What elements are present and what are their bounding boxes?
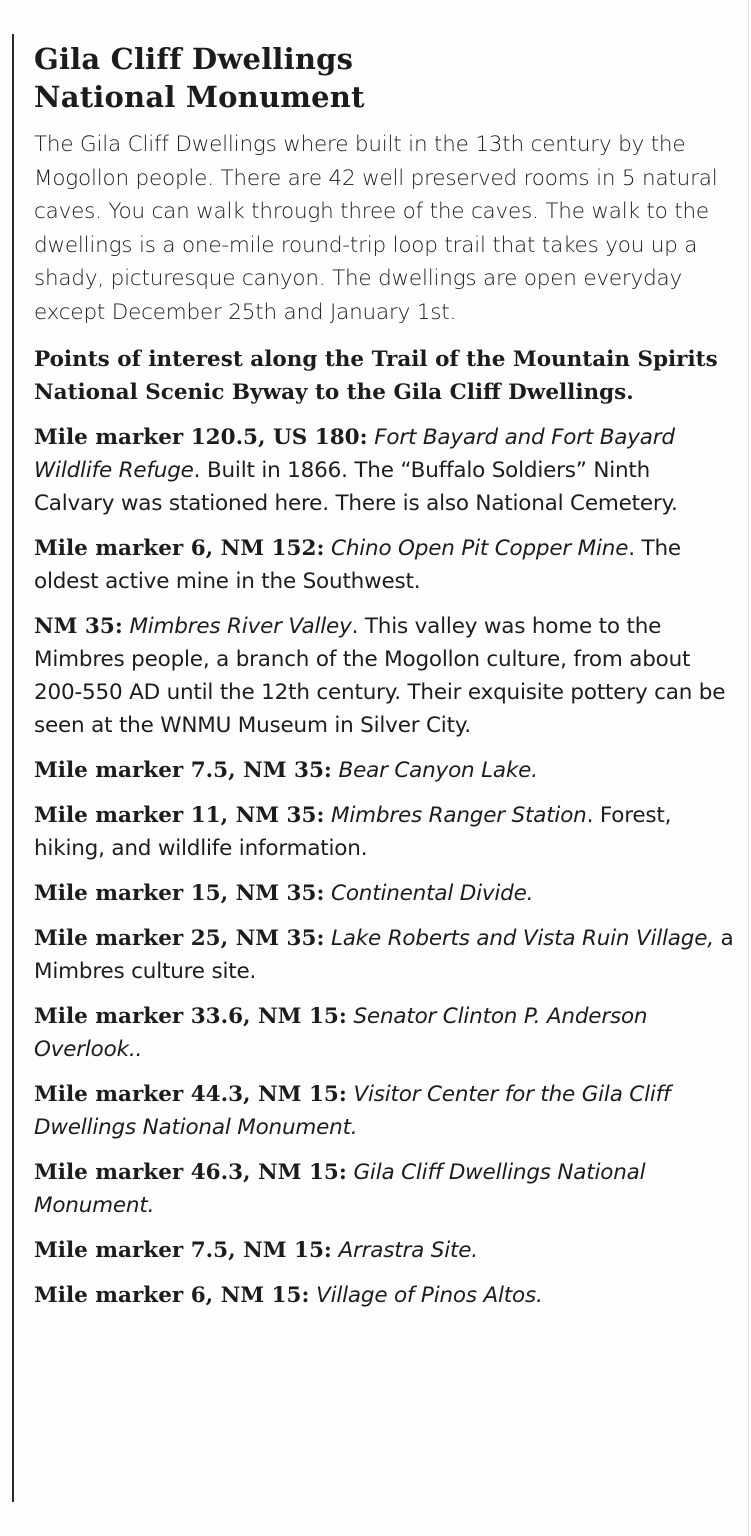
- list-item: [34, 877, 734, 910]
- place-description: . Built in 1866. The “Buffalo Soldiers” Ninth Calvary was stationed here. There is also National Cemetery.: [34, 458, 678, 516]
- place-name: Mimbres River Valley: [129, 614, 352, 639]
- mile-marker-label: Mile marker 120.5, US 180:: [34, 425, 368, 450]
- mile-marker-label: Mile marker 11, NM 35:: [34, 803, 325, 828]
- place-name: Chino Open Pit Copper Mine: [331, 536, 629, 561]
- place-description: . This valley was home to the Mimbres people, a branch of the Mogollon culture, from about 200-550 AD until the 12th century. Their exquisite pottery can be seen at the WNMU Museum in Silver City.: [34, 614, 726, 738]
- place-description: . Forest, hiking, and wildlife information.: [34, 803, 672, 861]
- title-line-1: Gila Cliff Dwellings: [34, 42, 354, 76]
- mile-marker-label: Mile marker 44.3, NM 15:: [34, 1082, 347, 1107]
- place-name: Lake Roberts and Vista Ruin Village,: [331, 926, 714, 951]
- list-item: [34, 922, 734, 988]
- mile-marker-label: Mile marker 46.3, NM 15:: [34, 1160, 347, 1185]
- list-item: [34, 799, 734, 865]
- mile-marker-label: Mile marker 6, NM 152:: [34, 536, 325, 561]
- place-name: Senator Clinton P. Anderson Overlook..: [34, 1004, 648, 1062]
- list-item: [34, 610, 734, 742]
- place-name: Village of Pinos Altos.: [316, 1283, 543, 1308]
- place-name: Arrastra Site.: [338, 1238, 478, 1263]
- list-item: [34, 1000, 734, 1066]
- page-title: [34, 40, 734, 116]
- points-of-interest-list: [34, 421, 734, 1312]
- list-item: [34, 1234, 734, 1267]
- list-item: [34, 1078, 734, 1144]
- mile-marker-label: Mile marker 7.5, NM 15:: [34, 1238, 332, 1263]
- mile-marker-label: Mile marker 25, NM 35:: [34, 926, 325, 951]
- section-heading: Points of interest along the Trail of the Mountain Spirits National Scenic Byway to the Gila Cliff Dwellings.: [34, 347, 718, 405]
- place-name: Mimbres Ranger Station: [331, 803, 587, 828]
- page-edge: [748, 0, 749, 1536]
- list-item: [34, 754, 734, 787]
- intro-paragraph: The Gila Cliff Dwellings where built in the 13th century by the Mogollon people. There are 42 well preserved rooms in 5 natural caves. You can walk through three of the caves. The walk to the dwellings is a one-mile round-trip loop trail that takes you up a shady, picturesque canyon. The dwellings are open everyday except December 25th and January 1st.: [34, 132, 718, 325]
- mile-marker-label: Mile marker 33.6, NM 15:: [34, 1004, 347, 1029]
- mile-marker-label: Mile marker 6, NM 15:: [34, 1283, 310, 1308]
- mile-marker-label: Mile marker 15, NM 35:: [34, 881, 325, 906]
- place-name: Fort Bayard and Fort Bayard Wildlife Refuge: [34, 425, 675, 483]
- left-margin-rule: [12, 34, 14, 1502]
- list-item: [34, 421, 734, 520]
- place-description: . The oldest active mine in the Southwest.: [34, 536, 681, 594]
- place-name: Continental Divide.: [331, 881, 534, 906]
- place-description: a Mimbres culture site.: [34, 926, 734, 984]
- title-line-2: National Monument: [34, 80, 365, 114]
- place-name: Gila Cliff Dwellings National Monument.: [34, 1160, 646, 1218]
- mile-marker-label: Mile marker 7.5, NM 35:: [34, 758, 332, 783]
- place-name: Visitor Center for the Gila Cliff Dwellings National Monument.: [34, 1082, 671, 1140]
- place-name: Bear Canyon Lake.: [338, 758, 538, 783]
- list-item: [34, 532, 734, 598]
- list-item: [34, 1156, 734, 1222]
- list-item: [34, 1279, 734, 1312]
- article: [34, 40, 734, 1324]
- mile-marker-label: NM 35:: [34, 614, 123, 639]
